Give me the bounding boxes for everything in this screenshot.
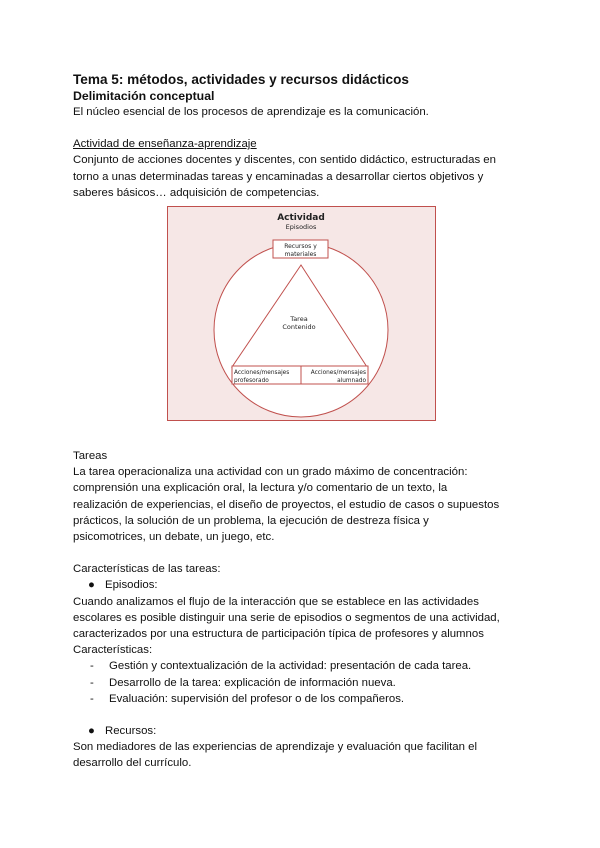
center-label: Tarea xyxy=(290,315,308,323)
bullet-label: Episodios: xyxy=(105,579,158,592)
dash-marker: - xyxy=(90,692,94,705)
intro-paragraph: El núcleo esencial de los procesos de aprendizaje es la comunicación. xyxy=(73,106,429,118)
activity-line: saberes básicos… adquisición de competencias. xyxy=(73,186,320,199)
bullet-label: Recursos: xyxy=(105,725,157,738)
activity-heading: Actividad de enseñanza-aprendizaje xyxy=(73,138,257,151)
episodios-line: caracterizados por una estructura de participación típica de profesores y alumnos xyxy=(73,628,484,641)
activity-diagram xyxy=(167,206,436,421)
center-label: Contenido xyxy=(282,323,316,331)
student-actions-label: Acciones/mensajes xyxy=(310,370,366,376)
document-page xyxy=(73,72,533,772)
resources-label: Recursos y xyxy=(284,243,317,250)
resources-label: materiales xyxy=(284,251,317,258)
diagram-title: Actividad xyxy=(277,213,325,223)
document-title: Tema 5: métodos, actividades y recursos didácticos xyxy=(73,72,409,87)
dash-marker: - xyxy=(90,676,94,689)
activity-line: Conjunto de acciones docentes y discentes, con sentido didáctico, estructuradas en xyxy=(73,154,496,167)
section-subtitle: Delimitación conceptual xyxy=(73,89,215,103)
recursos-line: Son mediadores de las experiencias de aprendizaje y evaluación que facilitan el xyxy=(73,741,477,754)
caracteristicas-heading: Características de las tareas: xyxy=(73,563,221,576)
caracteristicas-label: Características: xyxy=(73,644,153,657)
tareas-line: prácticos, la solución de un problema, la ejecución de destreza física y xyxy=(73,514,429,527)
tareas-heading: Tareas xyxy=(73,450,108,463)
dash-list-item xyxy=(73,691,533,707)
bullet-icon: ● xyxy=(88,579,95,592)
dash-list-item xyxy=(73,675,533,691)
dash-list-item xyxy=(73,658,533,674)
dash-item-text: Desarrollo de la tarea: explicación de información nueva. xyxy=(109,676,396,689)
tareas-line: realización de experiencias, el diseño de proyectos, el estudio de casos o supuestos xyxy=(73,498,500,511)
activity-line: torno a unas determinadas tareas y encaminadas a desarrollar ciertos objetivos y xyxy=(73,170,484,183)
episodios-line: escolares es posible distinguir una serie de episodios o segmentos de una actividad, xyxy=(73,611,500,624)
tareas-line: comprensión una explicación oral, la lectura y/o comentario de un texto, la xyxy=(73,482,448,495)
student-actions-label: alumnado xyxy=(337,378,366,384)
episodios-line: Cuando analizamos el flujo de la interacción que se establece en las actividades xyxy=(73,595,479,608)
recursos-line: desarrollo del currículo. xyxy=(73,757,192,770)
dash-item-text: Evaluación: supervisión del profesor o de los compañeros. xyxy=(109,692,405,705)
bullet-item-recursos xyxy=(73,723,533,739)
teacher-actions-label: Acciones/mensajes xyxy=(234,370,290,376)
tareas-line: psicomotrices, un debate, un juego, etc. xyxy=(73,531,275,544)
bullet-icon: ● xyxy=(88,725,95,738)
tareas-line: La tarea operacionaliza una actividad con un grado máximo de concentración: xyxy=(73,466,468,479)
dash-item-text: Gestión y contextualización de la actividad: presentación de cada tarea. xyxy=(109,660,472,673)
teacher-actions-label: profesorado xyxy=(234,378,269,384)
dash-marker: - xyxy=(90,660,94,673)
diagram-subtitle: Episodios xyxy=(285,223,317,231)
bullet-item-episodios xyxy=(73,577,533,593)
